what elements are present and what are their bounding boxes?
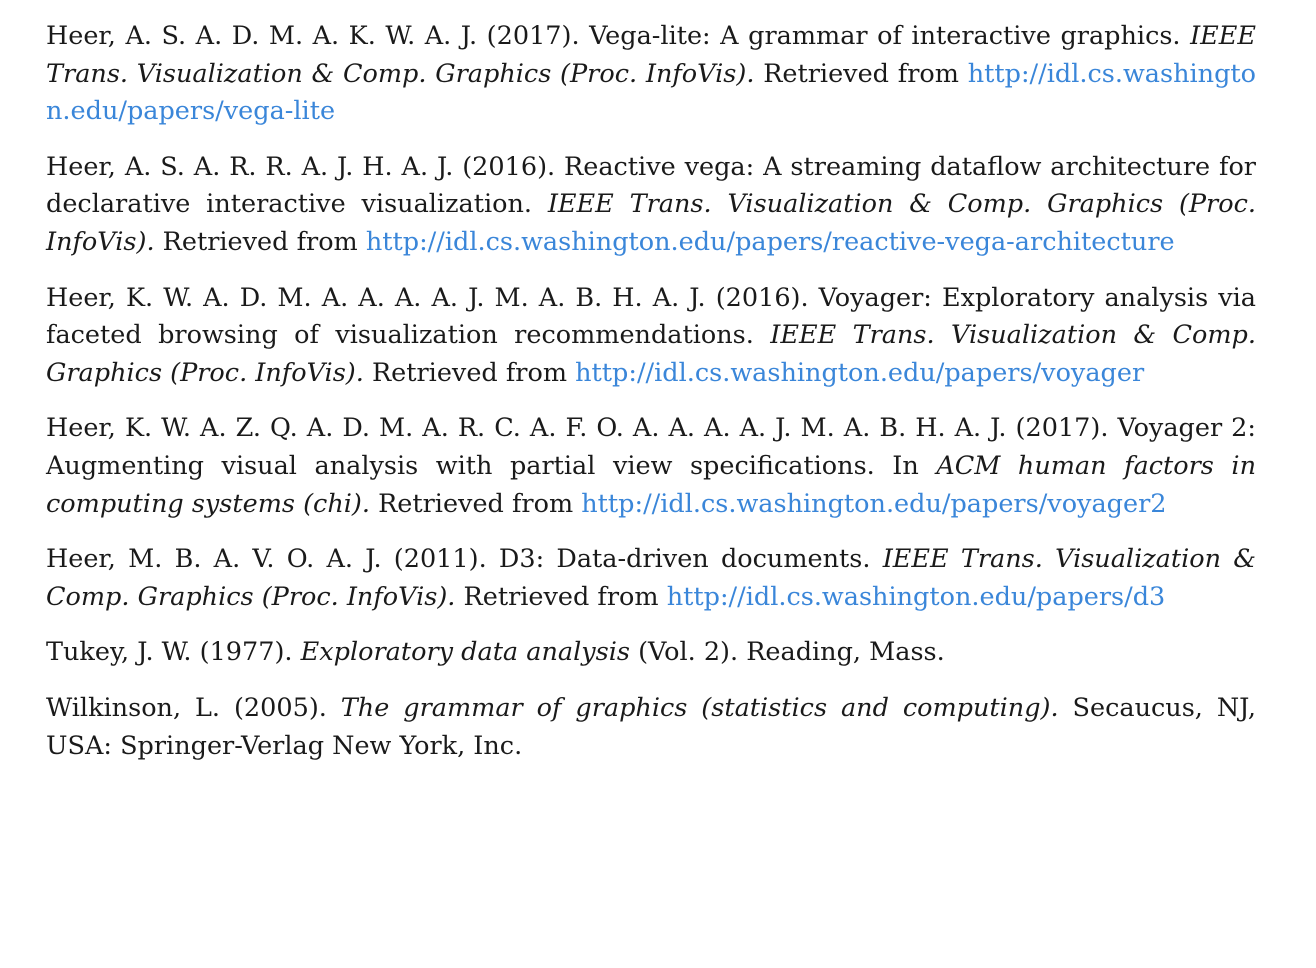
reference-link[interactable]: http://idl.cs.washington.edu/papers/voyager (575, 357, 1145, 388)
reference-entry (46, 18, 1256, 131)
reference-link[interactable]: http://idl.cs.washington.edu/papers/voyager2 (581, 488, 1167, 519)
reference-link[interactable]: http://idl.cs.washington.edu/papers/reactive-vega-architecture (365, 226, 1175, 257)
reference-authors-title: Tukey, J. W. (1977). (46, 637, 301, 668)
reference-venue: ACM human factors in computing systems (chi). (46, 450, 1256, 519)
reference-entry (46, 149, 1256, 262)
reference-venue: IEEE Trans. Visualization & Comp. Graphics (Proc. InfoVis). (46, 320, 1256, 388)
reference-authors-title: Heer, A. S. A. R. R. A. J. H. A. J. (2016). Reactive vega: A streaming dataflow architecture for declarative interactive visualization. (46, 151, 1256, 220)
reference-entry (46, 634, 1256, 672)
reference-venue: IEEE Trans. Visualization & Comp. Graphics (Proc. InfoVis). (46, 544, 1256, 612)
reference-authors-title: Heer, M. B. A. V. O. A. J. (2011). D3: Data-driven documents. (46, 544, 883, 575)
reference-venue: IEEE Trans. Visualization & Comp. Graphics (Proc. InfoVis). (46, 189, 1256, 257)
reference-retrieved: Retrieved from (363, 357, 576, 388)
reference-retrieved: Retrieved from (455, 581, 667, 612)
reference-venue: The grammar of graphics (statistics and computing). (340, 692, 1059, 723)
reference-link[interactable]: http://idl.cs.washington.edu/papers/d3 (666, 581, 1166, 612)
reference-venue: Exploratory data analysis (300, 637, 630, 668)
reference-authors-title: Heer, K. W. A. Z. Q. A. D. M. A. R. C. A. F. O. A. A. A. A. J. M. A. B. H. A. J. (2017). Voyager 2: Augmenting visual analysis with partial view specifications. In (46, 413, 1256, 481)
reference-authors-title: Heer, K. W. A. D. M. A. A. A. A. J. M. A. B. H. A. J. (2016). Voyager: Exploratory analysis via faceted browsing of visualization recommendations. (46, 282, 1256, 351)
reference-authors-title: Heer, A. S. A. D. M. A. K. W. A. J. (2017). Vega-lite: A grammar of interactive graphics. (46, 21, 1191, 51)
reference-list (46, 18, 1256, 765)
reference-entry (46, 280, 1256, 393)
reference-authors-title: Wilkinson, L. (2005). (46, 692, 341, 723)
reference-entry (46, 541, 1256, 616)
reference-retrieved: Retrieved from (369, 488, 582, 519)
reference-venue: IEEE Trans. Visualization & Comp. Graphics (Proc. InfoVis). (46, 21, 1256, 89)
reference-retrieved: Retrieved from (154, 226, 366, 257)
reference-retrieved: Retrieved from (754, 58, 968, 89)
reference-link[interactable]: http://idl.cs.washington.edu/papers/vega-lite (46, 58, 1256, 127)
reference-entry (46, 690, 1256, 765)
reference-publisher: (Vol. 2). Reading, Mass. (629, 637, 945, 668)
reference-publisher: Secaucus, NJ, USA: Springer-Verlag New York, Inc. (46, 692, 1256, 761)
reference-entry (46, 410, 1256, 523)
